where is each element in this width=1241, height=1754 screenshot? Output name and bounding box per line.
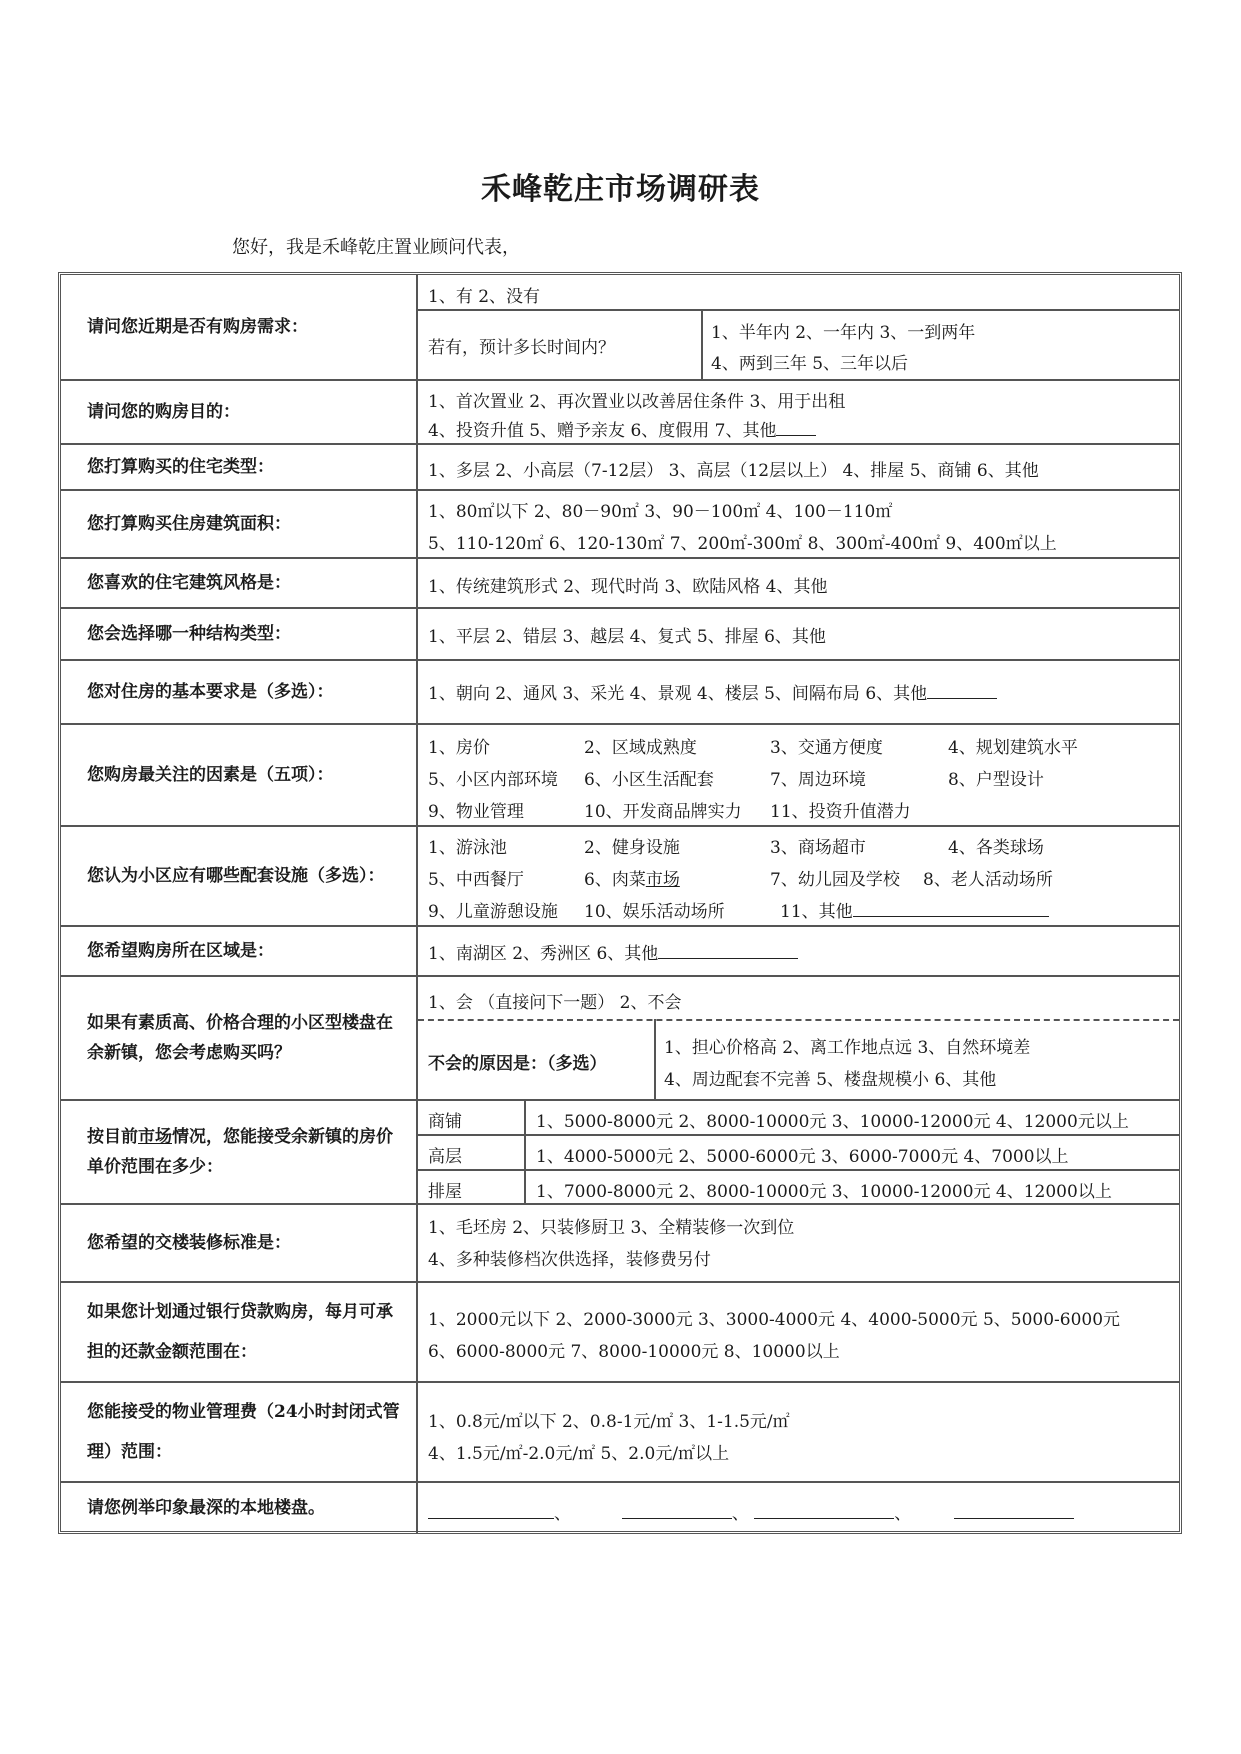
- options-line[interactable]: 1、传统建筑形式 2、现代时尚 3、欧陆风格 4、其他: [428, 577, 828, 597]
- price-options[interactable]: 1、5000-8000元 2、8000-10000元 3、10000-12000元 4、12000元以上: [536, 1112, 1129, 1132]
- question-label: 如果您计划通过银行贷款购房，每月可承担的还款金额范围在：: [61, 1283, 418, 1381]
- options-line[interactable]: 5、110-120㎡ 6、120-130㎡ 7、200㎡-300㎡ 8、300㎡-400㎡ 9、400㎡以上: [428, 534, 1057, 554]
- option-item[interactable]: 3、商场超市: [770, 838, 866, 858]
- question-row-consider-buying: [61, 975, 1179, 1099]
- question-row-property-fee: [61, 1381, 1179, 1481]
- property-type-label: 排屋: [428, 1182, 462, 1202]
- options-line[interactable]: 6、6000-8000元 7、8000-10000元 8、10000以上: [428, 1342, 840, 1362]
- option-item[interactable]: 2、区域成熟度: [584, 738, 697, 758]
- price-options[interactable]: 1、4000-5000元 2、5000-6000元 3、6000-7000元 4、7000以上: [536, 1147, 1069, 1167]
- option-item[interactable]: 1、游泳池: [428, 838, 507, 858]
- question-label: 您喜欢的住宅建筑风格是：: [61, 559, 418, 607]
- question-row-district: [61, 925, 1179, 975]
- option-item[interactable]: 7、周边环境: [770, 770, 866, 790]
- option-item[interactable]: 2、健身设施: [584, 838, 680, 858]
- option-item[interactable]: 11、投资升值潜力: [770, 802, 911, 822]
- question-row-loan-repayment: [61, 1281, 1179, 1381]
- page-title: 禾峰乾庄市场调研表: [481, 172, 760, 207]
- timeframe-options[interactable]: 1、半年内 2、一年内 3、一到两年: [711, 323, 976, 343]
- greeting-text: 您好，我是禾峰乾庄置业顾问代表，: [232, 237, 520, 258]
- question-row-structure: [61, 607, 1179, 659]
- question-row-local-projects: [61, 1481, 1179, 1531]
- question-label: 按目前市场情况，您能接受余新镇的房价单价范围在多少：: [61, 1101, 418, 1203]
- sub-prompt: 若有，预计多长时间内？: [428, 338, 615, 358]
- question-label: 您对住房的基本要求是（多选）：: [61, 661, 418, 723]
- fill-blank[interactable]: [754, 1502, 894, 1519]
- option-item[interactable]: 9、儿童游憩设施: [428, 902, 558, 922]
- question-row-factors: [61, 723, 1179, 825]
- question-row-area: [61, 489, 1179, 557]
- option-item[interactable]: 5、中西餐厅: [428, 870, 524, 890]
- question-label: 请问您近期是否有购房需求：: [61, 275, 418, 379]
- options-line[interactable]: 1、平层 2、错层 3、越层 4、复式 5、排屋 6、其他: [428, 627, 826, 647]
- reason-options[interactable]: 4、周边配套不完善 5、楼盘规模小 6、其他: [664, 1070, 997, 1090]
- option-item[interactable]: 8、老人活动场所: [923, 870, 1053, 890]
- question-label: 您能接受的物业管理费（24小时封闭式管理）范围：: [61, 1383, 418, 1481]
- options-line[interactable]: 1、80㎡以下 2、80－90㎡ 3、90－100㎡ 4、100－110㎡: [428, 502, 893, 522]
- fill-blank[interactable]: [853, 900, 1049, 917]
- property-type-label: 高层: [428, 1147, 462, 1167]
- question-label: 您会选择哪一种结构类型：: [61, 609, 418, 659]
- options-line[interactable]: 1、南湖区 2、秀洲区 6、其他: [428, 939, 798, 964]
- question-label: 您购房最关注的因素是（五项）：: [61, 725, 418, 825]
- options-line[interactable]: 4、多种装修档次供选择，装修费另付: [428, 1250, 711, 1270]
- question-label: 请您例举印象最深的本地楼盘。: [61, 1483, 418, 1533]
- market-link[interactable]: 市场: [138, 1127, 172, 1147]
- question-row-price-range: [61, 1099, 1179, 1203]
- option-item[interactable]: 3、交通方便度: [770, 738, 883, 758]
- option-item[interactable]: 9、物业管理: [428, 802, 524, 822]
- options-line[interactable]: 4、投资升值 5、赠予亲友 6、度假用 7、其他: [428, 416, 816, 441]
- fill-blank[interactable]: [428, 1502, 554, 1519]
- question-label: 您打算购买住房建筑面积：: [61, 491, 418, 557]
- question-label: 请问您的购房目的：: [61, 381, 418, 443]
- option-item[interactable]: 6、小区生活配套: [584, 770, 714, 790]
- fill-blank[interactable]: [954, 1502, 1074, 1519]
- question-row-requirements: [61, 659, 1179, 723]
- options-line[interactable]: 1、首次置业 2、再次置业以改善居住条件 3、用于出租: [428, 392, 846, 412]
- question-label: 您打算购买的住宅类型：: [61, 445, 418, 489]
- options-line[interactable]: 1、毛坯房 2、只装修厨卫 3、全精装修一次到位: [428, 1218, 795, 1238]
- fill-blank[interactable]: [927, 682, 997, 699]
- fill-blank[interactable]: [622, 1502, 732, 1519]
- option-item[interactable]: 10、娱乐活动场所: [584, 902, 725, 922]
- answer-blanks: 、 、 、: [428, 1499, 1074, 1524]
- option-item[interactable]: 8、户型设计: [948, 770, 1044, 790]
- option-item[interactable]: 7、幼儿园及学校: [770, 870, 900, 890]
- options-line[interactable]: 1、0.8元/㎡以下 2、0.8-1元/㎡ 3、1-1.5元/㎡: [428, 1412, 790, 1432]
- fill-blank[interactable]: [776, 419, 816, 436]
- options-line[interactable]: 1、多层 2、小高层（7-12层） 3、高层（12层以上） 4、排屋 5、商铺 6、其他: [428, 461, 1039, 481]
- question-row-purchase-need: [61, 275, 1179, 379]
- options-line[interactable]: 1、有 2、没有: [428, 287, 541, 307]
- question-label: 您认为小区应有哪些配套设施（多选）：: [61, 827, 418, 925]
- options-line[interactable]: 1、会 （直接问下一题） 2、不会: [428, 993, 682, 1013]
- market-link[interactable]: 市场: [645, 870, 680, 890]
- option-item[interactable]: 10、开发商品牌实力: [584, 802, 742, 822]
- options-line[interactable]: 4、1.5元/㎡-2.0元/㎡ 5、2.0元/㎡以上: [428, 1444, 730, 1464]
- option-item[interactable]: 11、其他: [780, 897, 1049, 922]
- sub-prompt: 不会的原因是：（多选）: [428, 1054, 607, 1074]
- question-row-purpose: [61, 379, 1179, 443]
- question-row-facilities: [61, 825, 1179, 925]
- question-row-style: [61, 557, 1179, 607]
- timeframe-options[interactable]: 4、两到三年 5、三年以后: [711, 354, 909, 374]
- question-label: 您希望购房所在区域是：: [61, 927, 418, 975]
- option-item[interactable]: 4、各类球场: [948, 838, 1044, 858]
- question-label: 您希望的交楼装修标准是：: [61, 1205, 418, 1281]
- option-item[interactable]: 4、规划建筑水平: [948, 738, 1078, 758]
- question-row-decoration: [61, 1203, 1179, 1281]
- price-options[interactable]: 1、7000-8000元 2、8000-10000元 3、10000-12000元 4、12000以上: [536, 1182, 1112, 1202]
- reason-options[interactable]: 1、担心价格高 2、离工作地点远 3、自然环境差: [664, 1038, 1031, 1058]
- survey-form: [58, 272, 1182, 1534]
- options-line[interactable]: 1、朝向 2、通风 3、采光 4、景观 4、楼层 5、间隔布局 6、其他: [428, 679, 997, 704]
- property-type-label: 商铺: [428, 1112, 462, 1132]
- fill-blank[interactable]: [658, 942, 798, 959]
- option-item[interactable]: 1、房价: [428, 738, 490, 758]
- question-row-house-type: [61, 443, 1179, 489]
- option-item[interactable]: 6、肉菜市场: [584, 870, 680, 890]
- options-line[interactable]: 1、2000元以下 2、2000-3000元 3、3000-4000元 4、4000-5000元 5、5000-6000元: [428, 1310, 1121, 1330]
- question-label: 如果有素质高、价格合理的小区型楼盘在余新镇，您会考虑购买吗？: [61, 977, 418, 1099]
- option-item[interactable]: 5、小区内部环境: [428, 770, 558, 790]
